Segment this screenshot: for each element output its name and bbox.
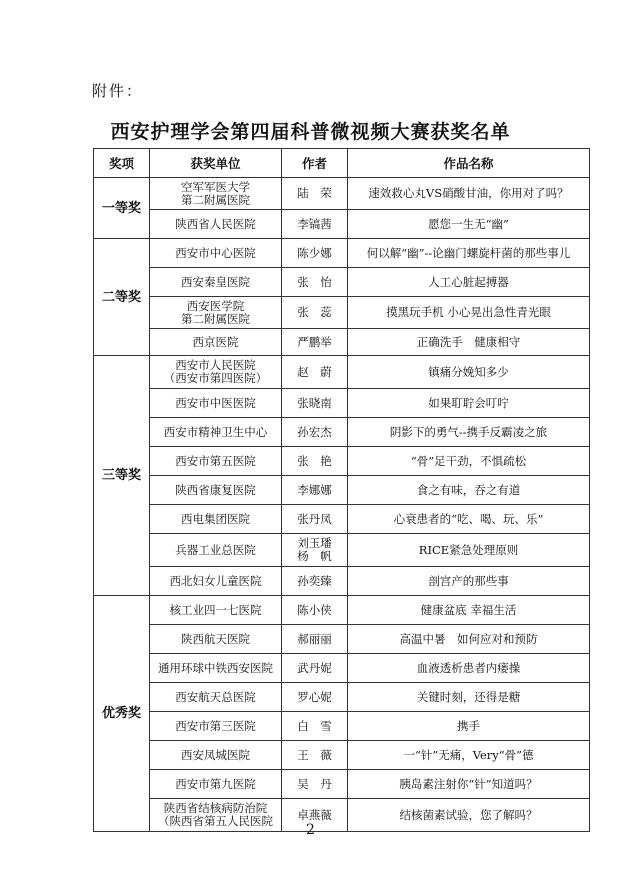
awards-table	[93, 148, 590, 832]
author-cell: 张晓南	[282, 389, 348, 418]
unit-line: （陕西省第五人民医院	[158, 814, 273, 828]
header-unit: 获奖单位	[150, 149, 282, 178]
unit-cell: 西北妇女儿童医院	[150, 567, 282, 596]
work-cell: 速效救心丸VS硝酸甘油，你用对了吗？	[348, 178, 590, 210]
unit-cell: 西安市中心医院	[150, 239, 282, 268]
unit-line: 陕西省结核病防治院	[163, 801, 268, 815]
author-cell: 郝丽丽	[282, 625, 348, 654]
work-cell: 镇痛分娩知多少	[348, 356, 590, 389]
table-row	[94, 505, 590, 534]
table-row	[94, 178, 590, 210]
work-cell: 剖宫产的那些事	[348, 567, 590, 596]
unit-line: （西安市第四医院）	[163, 371, 268, 385]
work-cell: 人工心脏起搏器	[348, 268, 590, 297]
unit-cell: 陕西省康复医院	[150, 476, 282, 505]
table-row	[94, 476, 590, 505]
author-cell: 张丹凤	[282, 505, 348, 534]
table-row	[94, 239, 590, 268]
work-cell: 愿您一生无“幽”	[348, 210, 590, 239]
work-cell: 阴影下的勇气--携手反霸凌之旅	[348, 418, 590, 447]
unit-line: 第二附属医院	[181, 192, 250, 207]
unit-cell: 陕西航天医院	[150, 625, 282, 654]
unit-line: 空军军医大学	[181, 179, 250, 194]
unit-cell: 兵器工业总医院	[150, 534, 282, 567]
author-cell: 吴 丹	[282, 770, 348, 799]
unit-cell	[150, 356, 282, 389]
award-category-third: 三等奖	[94, 356, 150, 596]
unit-cell: 西京医院	[150, 329, 282, 356]
unit-cell	[150, 297, 282, 329]
attachment-label: 附件：	[92, 82, 144, 100]
author-cell: 陆 荣	[282, 178, 348, 210]
unit-line: 第二附属医院	[181, 311, 250, 326]
award-category-excellent: 优秀奖	[94, 596, 150, 832]
author-cell: 孙奕臻	[282, 567, 348, 596]
work-cell: 一“针”无痛，Very“骨”德	[348, 741, 590, 770]
author-cell: 张 怡	[282, 268, 348, 297]
page-number: 2	[306, 822, 315, 838]
unit-cell: 西安凤城医院	[150, 741, 282, 770]
work-cell: 结核菌素试验，您了解吗？	[348, 799, 590, 832]
table-row	[94, 654, 590, 683]
work-cell: 何以解“幽”--论幽门螺旋杆菌的那些事儿	[348, 239, 590, 268]
table-row	[94, 329, 590, 356]
award-category-first: 一等奖	[94, 178, 150, 239]
work-cell: 胰岛素注射你“针”知道吗？	[348, 770, 590, 799]
unit-cell: 通用环球中铁西安医院	[150, 654, 282, 683]
author-cell: 赵 蔚	[282, 356, 348, 389]
work-cell: 摸黑玩手机 小心晃出急性青光眼	[348, 297, 590, 329]
author-cell: 白 雪	[282, 712, 348, 741]
author-cell: 严鹏举	[282, 329, 348, 356]
unit-cell: 陕西省人民医院	[150, 210, 282, 239]
unit-cell: 西安市第九医院	[150, 770, 282, 799]
table-row	[94, 712, 590, 741]
table-row	[94, 741, 590, 770]
unit-cell: 核工业四一七医院	[150, 596, 282, 625]
table-row	[94, 356, 590, 389]
table-row	[94, 534, 590, 567]
author-cell: 孙宏杰	[282, 418, 348, 447]
table-row	[94, 297, 590, 329]
author-cell: 卓燕薇	[282, 799, 348, 832]
work-cell: 健康盆底 幸福生活	[348, 596, 590, 625]
unit-cell: 西电集团医院	[150, 505, 282, 534]
table-row	[94, 770, 590, 799]
table-row	[94, 268, 590, 297]
header-author: 作者	[282, 149, 348, 178]
work-cell: 关键时刻，还得是糖	[348, 683, 590, 712]
author-cell: 罗心妮	[282, 683, 348, 712]
table-row	[94, 625, 590, 654]
author-cell: 陈小侠	[282, 596, 348, 625]
work-cell: 心衰患者的“吃、喝、玩、乐”	[348, 505, 590, 534]
unit-cell: 西安秦皇医院	[150, 268, 282, 297]
work-cell: “骨”足干劲，不惧疏松	[348, 447, 590, 476]
work-cell: 高温中暑 如何应对和预防	[348, 625, 590, 654]
work-cell: 食之有味，吞之有道	[348, 476, 590, 505]
work-cell: 如果耵聍会叮咛	[348, 389, 590, 418]
table-row	[94, 418, 590, 447]
table-header-row	[94, 149, 590, 178]
header-award: 奖项	[94, 149, 150, 178]
work-cell: 正确洗手 健康相守	[348, 329, 590, 356]
table-row	[94, 447, 590, 476]
work-cell: RICE紧急处理原则	[348, 534, 590, 567]
author-cell: 陈少娜	[282, 239, 348, 268]
table-row	[94, 596, 590, 625]
unit-cell: 西安市第五医院	[150, 447, 282, 476]
author-cell: 张 艳	[282, 447, 348, 476]
unit-line: 西安医学院	[186, 298, 245, 313]
table-row	[94, 567, 590, 596]
author-line: 杨 帆	[297, 549, 332, 563]
document-title: 西安护理学会第四届科普微视频大赛获奖名单	[110, 121, 511, 143]
unit-cell: 西安市中医医院	[150, 389, 282, 418]
unit-cell: 西安航天总医院	[150, 683, 282, 712]
unit-line: 西安市人民医院	[175, 358, 256, 372]
unit-cell: 西安市第三医院	[150, 712, 282, 741]
work-cell: 携手	[348, 712, 590, 741]
table-row	[94, 210, 590, 239]
author-cell: 武丹妮	[282, 654, 348, 683]
work-cell: 血液透析患者内瘘操	[348, 654, 590, 683]
table-row	[94, 389, 590, 418]
award-category-second: 二等奖	[94, 239, 150, 356]
author-cell	[282, 534, 348, 567]
author-cell: 李镐茜	[282, 210, 348, 239]
author-line: 刘玉璠	[297, 536, 332, 550]
author-cell: 王 薇	[282, 741, 348, 770]
unit-cell: 西安市精神卫生中心	[150, 418, 282, 447]
unit-cell	[150, 178, 282, 210]
author-cell: 张 蕊	[282, 297, 348, 329]
header-work: 作品名称	[348, 149, 590, 178]
author-cell: 李娜娜	[282, 476, 348, 505]
table-row	[94, 683, 590, 712]
